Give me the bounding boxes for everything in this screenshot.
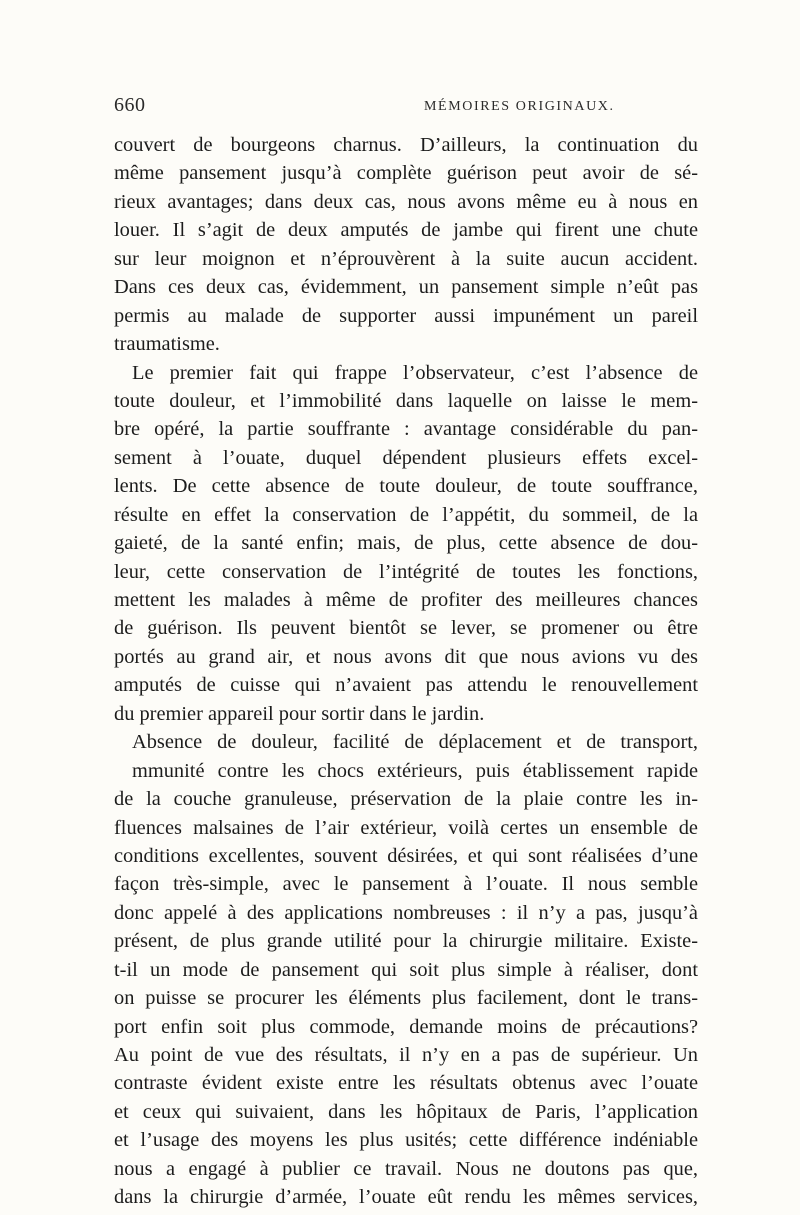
text-line: du premier appareil pour sortir dans le jardin.: [114, 702, 485, 725]
text-line: nous a engagé à publier ce travail. Nous ne doutons pas que,: [114, 1157, 698, 1180]
text-line: et l’usage des moyens les plus usités; cette différence indéniable: [114, 1129, 698, 1152]
text-line: leur, cette conservation de l’intégrité de toutes les fonctions,: [114, 560, 698, 583]
text-line: rieux avantages; dans deux cas, nous avons même eu à nous en: [114, 190, 698, 213]
text-line: lents. De cette absence de toute douleur, de toute souffrance,: [114, 475, 698, 498]
text-line: on puisse se procurer les éléments plus facilement, dont le trans-: [114, 987, 698, 1010]
body-text: [114, 131, 698, 1212]
text-line: conditions excellentes, souvent désirées, et qui sont réalisées d’une: [114, 844, 698, 867]
paragraph-3: [114, 728, 698, 1211]
text-line: fluences malsaines de l’air extérieur, voilà certes un ensemble de: [114, 816, 698, 839]
text-line: t-il un mode de pansement qui soit plus simple à réaliser, dont: [114, 958, 698, 981]
text-line: portés au grand air, et nous avons dit que nous avions vu des: [114, 645, 698, 668]
text-line: même pansement jusqu’à complète guérison peut avoir de sé-: [114, 162, 698, 185]
text-line: couvert de bourgeons charnus. D’ailleurs, la continuation du: [114, 134, 698, 156]
page-number: 660: [114, 94, 146, 116]
text-line: sur leur moignon et n’éprouvèrent à la suite aucun accident.: [114, 247, 698, 270]
text-line: contraste évident existe entre les résultats obtenus avec l’ouate: [114, 1072, 698, 1095]
text-line: dans la chirurgie d’armée, l’ouate eût rendu les mêmes services,: [114, 1186, 698, 1209]
text-line: amputés de cuisse qui n’avaient pas attendu le renouvellement: [114, 674, 698, 697]
text-line: mmunité contre les chocs extérieurs, puis établissement rapide: [132, 759, 698, 782]
text-line: résulte en effet la conservation de l’appétit, du sommeil, de la: [114, 503, 698, 526]
text-line: et ceux qui suivaient, dans les hôpitaux de Paris, l’application: [114, 1100, 698, 1123]
text-line: gaieté, de la santé enfin; mais, de plus, cette absence de dou-: [114, 532, 698, 555]
text-line: toute douleur, et l’immobilité dans laquelle on laisse le mem-: [114, 389, 698, 412]
text-line: sement à l’ouate, duquel dépendent plusieurs effets excel-: [114, 446, 698, 469]
text-line: façon très-simple, avec le pansement à l’ouate. Il nous semble: [114, 873, 698, 896]
text-line: de guérison. Ils peuvent bientôt se lever, se promener ou être: [114, 617, 698, 640]
text-line: permis au malade de supporter aussi impunément un pareil: [114, 304, 698, 327]
text-line: Au point de vue des résultats, il n’y en a pas de supérieur. Un: [114, 1044, 698, 1066]
text-line: traumatisme.: [114, 333, 220, 356]
text-line: port enfin soit plus commode, demande moins de précautions?: [114, 1015, 698, 1038]
text-line: donc appelé à des applications nombreuses : il n’y a pas, jusqu’à: [114, 901, 698, 924]
text-line: bre opéré, la partie souffrante : avantage considérable du pan-: [114, 418, 698, 441]
text-line: Dans ces deux cas, évidemment, un pansement simple n’eût pas: [114, 276, 698, 299]
text-line: Absence de douleur, facilité de déplacement et de transport,: [132, 731, 698, 754]
text-line: présent, de plus grande utilité pour la chirurgie militaire. Existe-: [114, 930, 698, 953]
text-line: de la couche granuleuse, préservation de la plaie contre les in-: [114, 788, 698, 811]
text-line: Le premier fait qui frappe l’observateur, c’est l’absence de: [132, 361, 698, 384]
text-line: mettent les malades à même de profiter des meilleures chances: [114, 589, 698, 611]
paragraph-1: [114, 131, 698, 359]
running-title: MÉMOIRES ORIGINAUX.: [424, 99, 615, 114]
page-header: [114, 94, 698, 124]
text-line: louer. Il s’agit de deux amputés de jambe qui firent une chute: [114, 219, 698, 242]
paragraph-2: [114, 359, 698, 729]
